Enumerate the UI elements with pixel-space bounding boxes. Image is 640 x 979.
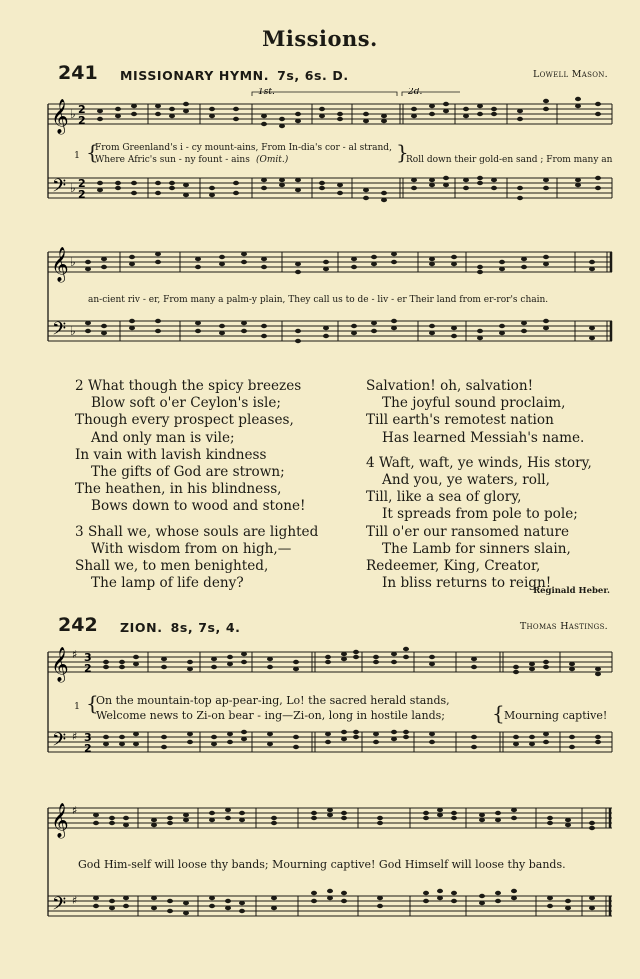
treble-clef-icon: 𝄞 [51,99,69,134]
sharp-key-icon: ♯ [72,804,78,817]
time-signature-icon: 2 [84,662,92,675]
lyrics-line: From Greenland's i - cy mount-ains, From In-dia's cor - al strand, [95,143,392,153]
time-signature-icon: 3 [84,731,92,744]
flat-key-icon: ♭ [70,255,76,269]
stanza-line: In vain with lavish kindness [75,446,267,463]
stanzas-right [366,378,592,592]
stanzas-left [75,378,318,592]
volta-first: 1st. [258,88,275,97]
time-signature-icon: 3 [84,651,92,664]
lyrics-line: Where Afric's sun - ny fount - ains [95,155,250,165]
treble-clef-icon: 𝄞 [51,247,69,282]
stanza-line: Has learned Messiah's name. [382,429,585,446]
hymn-242-system-2 [0,792,640,972]
lyrics-line: On the mountain-top ap-pear-ing, Lo! the sacred herald stands, [96,694,450,707]
hymn-title-text: ZION. [120,620,163,635]
section-title: Missions. [262,26,378,51]
lyrics-line: Mourning captive! [504,709,608,722]
verse-number: 1 [74,701,81,712]
stanza-line: The heathen, in his blindness, [75,481,282,498]
stanza-line: The gifts of God are strown; [91,464,285,481]
verse-number: 1 [74,150,81,161]
stanza-line: With wisdom from on high,— [91,540,292,557]
brace: } [396,140,409,164]
hymn-composer: Thomas Hastings. [519,621,608,632]
flat-key-icon: ♭ [70,324,76,338]
brace: { [86,140,99,164]
stanza-line: It spreads from pole to pole; [382,506,578,523]
hymn-number: 242 [58,614,98,636]
time-signature-icon: 2 [84,742,92,755]
stanza-line: Shall we, to men benighted, [75,558,269,575]
stanza-line: And you, ye waters, roll, [382,472,550,489]
bass-clef-icon: 𝄢 [52,730,67,755]
hymn-author: Reginald Heber. [533,586,610,596]
stanza-line: Redeemer, King, Creator, [366,558,541,575]
flat-key-icon: ♭ [70,181,76,195]
stanza-line: Till earth's remotest nation [366,412,554,429]
bass-clef-icon: 𝄢 [52,319,67,344]
stanza-line: 2 What though the spicy breezes [75,378,302,394]
stanza-line: Till, like a sea of glory, [366,489,522,506]
lyrics-line: an-cient riv - er, From many a palm-y plain, They call us to de - liv - er Their land from er-ror's chain. [88,295,549,305]
volta-second: 2d. [408,88,423,97]
stanza-line: Bows down to wood and stone! [91,498,306,515]
treble-clef-icon: 𝄞 [51,647,69,682]
stanza-line: The joyful sound proclaim, [382,395,566,412]
sharp-key-icon: ♯ [72,730,78,743]
stanza-line: Till o'er our ransomed nature [366,523,570,540]
hymn-composer: Lowell Mason. [532,69,608,80]
flat-key-icon: ♭ [70,107,76,121]
time-signature-icon: 2 [78,114,86,127]
sharp-key-icon: ♯ [72,648,78,661]
stanza-line: Salvation! oh, salvation! [366,378,534,394]
lyrics-line: Roll down their gold-en sand ; From many an [406,155,613,165]
stanza-line: In bliss returns to reign! [382,575,552,592]
hymn-title [120,620,241,635]
time-signature-icon: 2 [78,103,86,116]
hymn-242-header [58,614,608,638]
stanza-line: The lamp of life deny? [91,575,244,592]
hymn-title [120,68,349,83]
hymn-meter: 8s, 7s, 4. [170,620,241,635]
time-signature-icon: 2 [78,188,86,201]
time-signature-icon: 2 [78,177,86,190]
treble-clef-icon: 𝄞 [51,803,69,838]
lyrics-line: God Him-self will loose thy bands; Mourning captive! God Himself will loose thy bands. [78,858,566,871]
bass-clef-icon: 𝄢 [52,894,67,919]
stanza-line: Though every prospect pleases, [75,412,294,429]
brace: { [86,691,99,715]
bass-clef-icon: 𝄢 [52,176,67,201]
hymn-title-text: MISSIONARY HYMN. [120,68,270,83]
stanza-line: Blow soft o'er Ceylon's isle; [91,395,281,412]
stanza-line: 3 Shall we, whose souls are lighted [75,523,319,540]
lyrics-omit: (Omit.) [256,155,289,165]
stanza-line: The Lamb for sinners slain, [382,540,571,557]
brace: { [492,701,505,725]
lyrics-line: Welcome news to Zi-on bear - ing—Zi-on, long in hostile lands; [96,709,445,722]
hymn-meter: 7s, 6s. D. [277,68,349,83]
sharp-key-icon: ♯ [72,894,78,907]
stanza-line: 4 Waft, waft, ye winds, His story, [366,454,592,471]
hymn-241-header [58,62,608,86]
hymn-number: 241 [58,62,98,84]
stanza-line: And only man is vile; [91,429,235,446]
